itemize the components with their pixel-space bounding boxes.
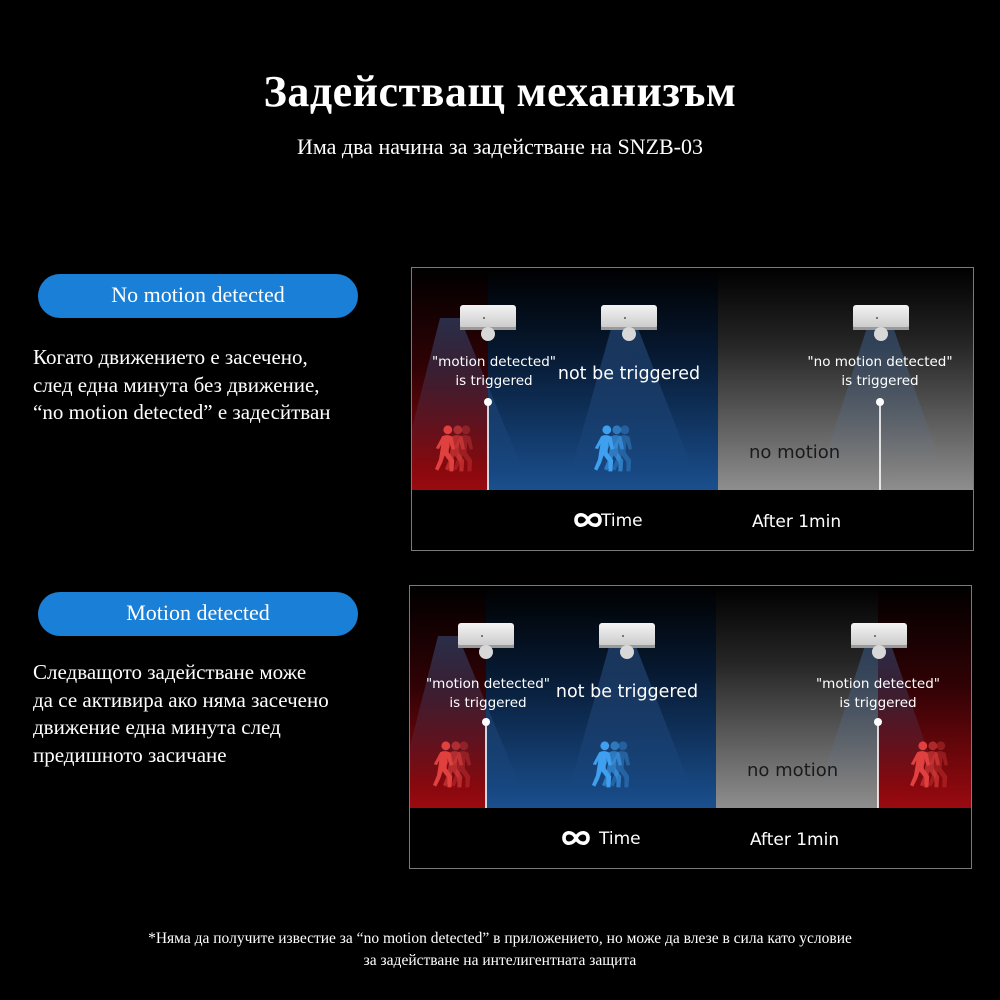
motion-detected-label: "motion detected"	[815, 676, 941, 692]
not-triggered-label: not be triggered	[557, 364, 701, 384]
section2-description-line: предишното засичане	[33, 742, 227, 767]
after-1min-label: After 1min	[752, 512, 842, 532]
no-motion-detected-badge: No motion detected	[38, 274, 358, 318]
footnote	[0, 928, 1000, 972]
section2-description-line: да се активира ако няма засечено	[33, 687, 329, 712]
section1-description	[33, 344, 393, 427]
no-motion-detected-label: "no motion detected"	[807, 354, 953, 370]
infinity-icon	[576, 515, 600, 526]
trigger-marker-dot	[874, 718, 882, 726]
page-subtitle: Има два начина за задействане на SNZB-03	[296, 134, 704, 159]
no-motion-detected-label: is triggered	[841, 373, 919, 389]
no-motion-label: no motion	[749, 442, 841, 463]
no-motion-diagram	[411, 267, 974, 551]
no-motion-label: no motion	[747, 760, 839, 781]
footnote-line: за задействане на интелигентната защита	[363, 952, 637, 969]
motion-detected-badge: Motion detected	[38, 592, 358, 636]
motion-detected-label: is triggered	[455, 373, 533, 389]
trigger-marker-dot	[876, 398, 884, 406]
motion-detected-label: "motion detected"	[431, 354, 557, 370]
footnote-line: *Няма да получите известие за “no motion detected” в приложението, но може да влезе в сила като условие	[148, 930, 852, 947]
section1-description-line: Когато движението е засечено,	[33, 345, 308, 369]
section2-description-line: Следващото задействане може	[33, 660, 307, 684]
infinity-icon	[564, 833, 588, 844]
page-title: Задействащ механизъм	[263, 67, 737, 116]
not-triggered-label: not be triggered	[555, 682, 699, 702]
motion-detected-diagram	[409, 585, 972, 869]
section1-description-line: след една минута без движение,	[33, 372, 320, 397]
trigger-marker-dot	[484, 398, 492, 406]
trigger-marker-dot	[482, 718, 490, 726]
section2-description	[33, 659, 393, 769]
motion-detected-label: is triggered	[449, 695, 527, 711]
motion-detected-label: "motion detected"	[425, 676, 551, 692]
time-label: Time	[599, 829, 641, 849]
section1-description-line: “no motion detected” е задесйтван	[33, 400, 331, 424]
time-label: Time	[601, 511, 643, 531]
motion-detected-label: is triggered	[839, 695, 917, 711]
after-1min-label: After 1min	[750, 830, 840, 850]
section2-description-line: движение една минута след	[33, 715, 281, 739]
